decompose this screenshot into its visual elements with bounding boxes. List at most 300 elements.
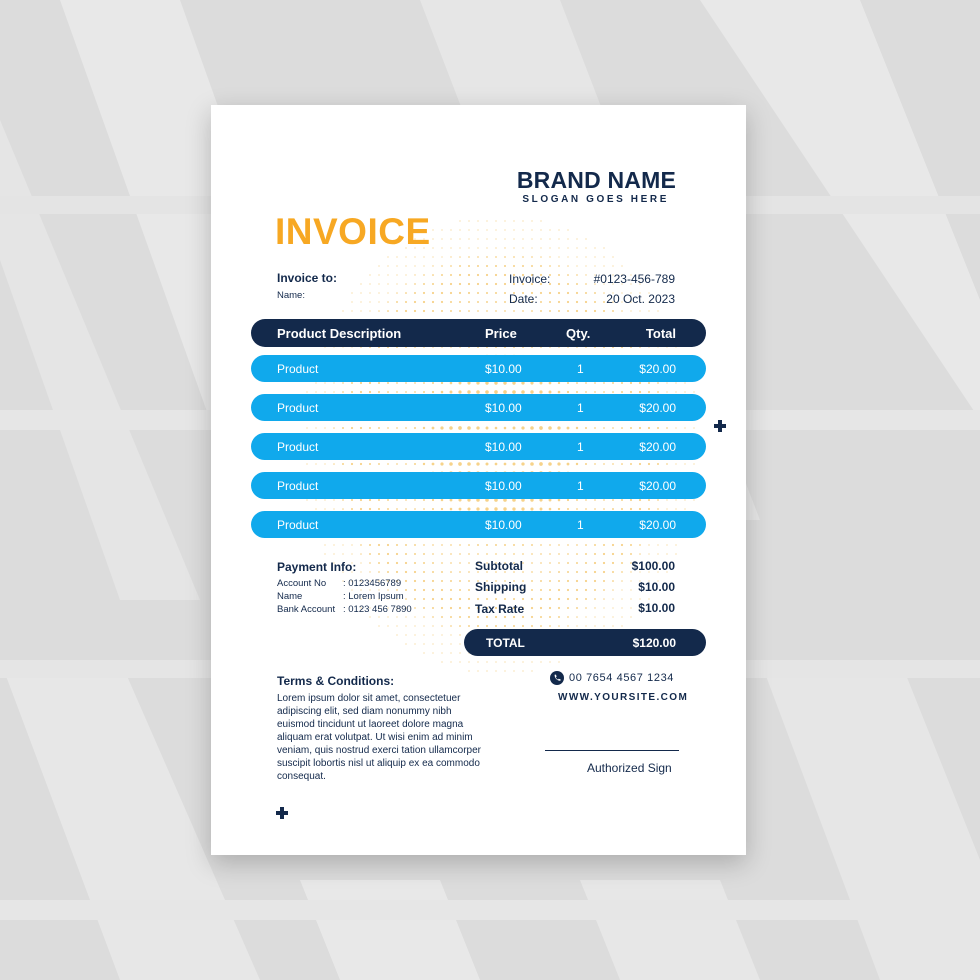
halftone-dot [530, 462, 534, 466]
name-label: Name: [277, 290, 305, 301]
halftone-dot [539, 462, 543, 466]
halftone-dot [522, 625, 524, 627]
halftone-dot [459, 589, 461, 591]
halftone-dot [612, 580, 614, 582]
halftone-dot [468, 670, 469, 671]
halftone-dot [423, 463, 425, 465]
halftone-dot [342, 427, 344, 429]
halftone-dot [459, 661, 460, 662]
halftone-dot [423, 310, 425, 312]
halftone-dot [432, 463, 435, 466]
halftone-dot [504, 256, 506, 258]
halftone-dot [666, 382, 667, 383]
row-price: $10.00 [485, 362, 522, 376]
halftone-dot [369, 463, 371, 465]
halftone-dot [693, 427, 694, 428]
tax-rate-value: $10.00 [638, 601, 675, 615]
halftone-dot [504, 292, 506, 294]
halftone-dot [405, 391, 407, 393]
halftone-dot [450, 643, 451, 644]
halftone-dot [657, 391, 659, 393]
halftone-dot [531, 310, 533, 312]
halftone-dot [441, 634, 442, 635]
halftone-dot [333, 427, 335, 429]
halftone-dot [450, 571, 452, 573]
halftone-dot [513, 229, 514, 230]
halftone-dot [639, 508, 641, 510]
halftone-dot [396, 562, 398, 564]
halftone-dot [459, 292, 461, 294]
halftone-dot [666, 499, 667, 500]
halftone-dot [378, 562, 380, 564]
halftone-dot [513, 625, 515, 627]
halftone-dot [522, 661, 523, 662]
signature-line [545, 750, 679, 751]
halftone-dot [495, 427, 498, 430]
halftone-dot [387, 310, 389, 312]
halftone-dot [405, 508, 407, 510]
halftone-dot [531, 598, 533, 600]
halftone-dot [477, 220, 478, 221]
halftone-dot [477, 301, 479, 303]
halftone-dot [369, 283, 370, 284]
halftone-dot [648, 499, 650, 501]
halftone-dot [423, 598, 425, 600]
halftone-dot [396, 256, 397, 257]
halftone-dot [486, 427, 489, 430]
halftone-dot [396, 553, 398, 555]
halftone-dot [396, 499, 398, 501]
halftone-dot [486, 265, 488, 267]
halftone-dot [522, 310, 524, 312]
halftone-dot [603, 427, 605, 429]
halftone-dot [360, 301, 361, 302]
halftone-dot [405, 256, 406, 257]
halftone-dot [567, 274, 569, 276]
halftone-dot [441, 310, 443, 312]
halftone-dot [459, 283, 461, 285]
halftone-dot [639, 310, 640, 311]
halftone-dot [540, 553, 542, 555]
halftone-dot [450, 652, 451, 653]
halftone-dot [504, 301, 506, 303]
halftone-dot [603, 544, 605, 546]
halftone-dot [468, 220, 469, 221]
halftone-dot [612, 571, 614, 573]
halftone-dot [585, 301, 587, 303]
halftone-dot [423, 607, 425, 609]
halftone-dot [540, 256, 542, 258]
halftone-dot [414, 616, 415, 617]
row-total: $20.00 [639, 362, 676, 376]
date-label: Date: [509, 292, 538, 306]
halftone-dot [495, 265, 497, 267]
date-value: 20 Oct. 2023 [606, 292, 675, 306]
halftone-dot [369, 274, 370, 275]
plus-icon [276, 807, 288, 819]
halftone-dot [531, 661, 532, 662]
halftone-dot [657, 508, 659, 510]
invoice-page [211, 105, 746, 855]
halftone-dot [603, 247, 604, 248]
halftone-dot [414, 499, 416, 501]
halftone-dot [558, 283, 560, 285]
halftone-dot [531, 589, 533, 591]
halftone-dot [387, 265, 388, 266]
halftone-dot [486, 292, 488, 294]
halftone-dot [468, 310, 470, 312]
halftone-dot [405, 571, 407, 573]
halftone-dot [351, 391, 353, 393]
halftone-dot [648, 391, 650, 393]
halftone-dot [594, 427, 596, 429]
halftone-dot [594, 544, 596, 546]
halftone-dot [558, 229, 559, 230]
row-qty: 1 [577, 440, 584, 454]
invoice-number-label: Invoice: [509, 272, 551, 286]
halftone-dot [603, 301, 605, 303]
halftone-dot [522, 220, 523, 221]
halftone-dot [477, 256, 479, 258]
halftone-dot [576, 571, 578, 573]
halftone-dot [549, 607, 551, 609]
halftone-dot [594, 553, 596, 555]
halftone-dot [333, 499, 334, 500]
halftone-dot [477, 310, 479, 312]
row-total: $20.00 [639, 518, 676, 532]
halftone-dot [450, 283, 452, 285]
halftone-dot [585, 427, 587, 429]
halftone-dot [540, 661, 541, 662]
halftone-dot [458, 462, 462, 466]
halftone-dot [648, 508, 650, 510]
halftone-dot [315, 391, 316, 392]
halftone-dot [450, 391, 453, 394]
halftone-dot [567, 427, 570, 430]
halftone-dot [468, 580, 470, 582]
halftone-dot [576, 616, 578, 618]
halftone-dot [504, 265, 506, 267]
halftone-dot [396, 571, 398, 573]
halftone-dot [414, 283, 416, 285]
halftone-dot [468, 265, 470, 267]
halftone-dot [441, 274, 443, 276]
halftone-dot [441, 238, 442, 239]
halftone-dot [621, 607, 622, 608]
halftone-dot [432, 292, 434, 294]
halftone-dot [612, 256, 613, 257]
halftone-dot [441, 580, 443, 582]
halftone-dot [549, 265, 551, 267]
halftone-dot [432, 508, 434, 510]
halftone-dot [387, 625, 388, 626]
halftone-dot [504, 553, 506, 555]
halftone-dot [531, 670, 532, 671]
halftone-dot [612, 499, 614, 501]
halftone-dot [467, 462, 471, 466]
halftone-dot [522, 544, 524, 546]
halftone-dot [468, 589, 470, 591]
halftone-dot [621, 499, 623, 501]
halftone-dot [351, 544, 352, 545]
halftone-dot [450, 265, 452, 267]
halftone-dot [450, 508, 453, 511]
halftone-dot [378, 625, 379, 626]
halftone-dot [477, 292, 479, 294]
halftone-dot [441, 607, 443, 609]
halftone-dot [396, 463, 398, 465]
halftone-dot [657, 310, 658, 311]
halftone-dot [476, 426, 479, 429]
halftone-dot [585, 247, 586, 248]
halftone-dot [513, 463, 516, 466]
halftone-dot [432, 283, 434, 285]
halftone-dot [369, 292, 370, 293]
halftone-dot [657, 463, 659, 465]
halftone-dot [557, 426, 560, 429]
subtotal-label: Subtotal [475, 559, 523, 573]
halftone-dot [603, 571, 605, 573]
halftone-dot [684, 508, 685, 509]
halftone-dot [432, 301, 434, 303]
halftone-dot [387, 256, 388, 257]
halftone-dot [369, 616, 370, 617]
halftone-dot [504, 616, 506, 618]
halftone-dot [468, 553, 470, 555]
halftone-dot [486, 220, 487, 221]
halftone-dot [333, 382, 334, 383]
halftone-dot [585, 571, 587, 573]
halftone-dot [513, 265, 515, 267]
halftone-dot [567, 589, 569, 591]
halftone-dot [432, 598, 434, 600]
halftone-dot [558, 499, 561, 502]
halftone-dot [675, 391, 676, 392]
halftone-dot [369, 427, 371, 429]
phone-icon [550, 671, 564, 685]
halftone-dot [513, 256, 515, 258]
halftone-dot [576, 382, 578, 384]
halftone-dot [405, 301, 407, 303]
halftone-dot [378, 571, 380, 573]
halftone-dot [333, 508, 334, 509]
halftone-dot [612, 544, 614, 546]
halftone-dot [567, 544, 569, 546]
halftone-dot [504, 625, 506, 627]
halftone-dot [405, 634, 406, 635]
halftone-dot [567, 598, 569, 600]
halftone-dot [585, 283, 587, 285]
halftone-dot [576, 292, 578, 294]
halftone-dot [594, 301, 596, 303]
halftone-dot [432, 652, 433, 653]
halftone-dot [675, 499, 676, 500]
halftone-dot [540, 292, 542, 294]
halftone-dot [459, 265, 461, 267]
row-description: Product [277, 362, 319, 376]
halftone-dot [423, 544, 425, 546]
row-total: $20.00 [639, 440, 676, 454]
halftone-dot [576, 553, 578, 555]
halftone-dot [450, 499, 453, 502]
halftone-dot [324, 391, 325, 392]
halftone-dot [594, 247, 595, 248]
halftone-dot [639, 553, 641, 555]
halftone-dot [432, 589, 434, 591]
halftone-dot [396, 265, 397, 266]
halftone-dot [504, 247, 505, 248]
row-qty: 1 [577, 479, 584, 493]
halftone-dot [594, 499, 596, 501]
halftone-dot [567, 580, 569, 582]
halftone-dot [387, 391, 389, 393]
table-row [251, 433, 706, 460]
header-price: Price [485, 326, 517, 341]
halftone-dot [612, 508, 614, 510]
halftone-dot [387, 292, 388, 293]
halftone-dot [450, 238, 451, 239]
halftone-dot [414, 571, 416, 573]
halftone-dot [324, 499, 325, 500]
halftone-dot [684, 382, 685, 383]
halftone-dot [405, 265, 406, 266]
halftone-dot [459, 634, 460, 635]
halftone-dot [441, 301, 443, 303]
halftone-dot [540, 598, 542, 600]
halftone-dot [414, 265, 415, 266]
halftone-dot [441, 589, 443, 591]
halftone-dot [423, 571, 425, 573]
halftone-dot [522, 247, 523, 248]
halftone-dot [675, 508, 676, 509]
halftone-dot [405, 580, 407, 582]
halftone-dot [441, 616, 443, 618]
halftone-dot [459, 616, 461, 618]
halftone-dot [594, 589, 596, 591]
halftone-dot [630, 607, 631, 608]
halftone-dot [594, 562, 596, 564]
halftone-dot [558, 391, 561, 394]
halftone-dot [477, 553, 479, 555]
brand-slogan: SLOGAN GOES HERE [522, 194, 669, 205]
halftone-dot [468, 274, 470, 276]
halftone-dot [621, 553, 623, 555]
halftone-dot [432, 274, 434, 276]
halftone-dot [684, 463, 685, 464]
halftone-dot [558, 238, 559, 239]
halftone-dot [576, 598, 578, 600]
halftone-dot [423, 625, 424, 626]
halftone-dot [342, 508, 344, 510]
halftone-dot [378, 508, 380, 510]
halftone-dot [594, 607, 595, 608]
halftone-dot [432, 562, 434, 564]
halftone-dot [333, 463, 335, 465]
halftone-dot [558, 301, 560, 303]
halftone-dot [351, 382, 353, 384]
halftone-dot [405, 283, 407, 285]
tax-rate-label: Tax Rate [475, 602, 525, 616]
halftone-dot [567, 256, 568, 257]
halftone-dot [387, 616, 388, 617]
halftone-dot [585, 589, 587, 591]
halftone-dot [603, 553, 605, 555]
halftone-dot [423, 499, 425, 501]
halftone-dot [441, 292, 443, 294]
row-price: $10.00 [485, 401, 522, 415]
halftone-dot [540, 247, 541, 248]
halftone-dot [450, 256, 451, 257]
halftone-dot [567, 382, 569, 384]
halftone-dot [369, 310, 370, 311]
halftone-dot [504, 544, 506, 546]
halftone-dot [495, 247, 496, 248]
halftone-dot [360, 562, 361, 563]
halftone-dot [549, 625, 551, 627]
halftone-dot [414, 301, 416, 303]
halftone-dot [630, 616, 631, 617]
halftone-dot [540, 220, 541, 221]
halftone-dot [378, 544, 380, 546]
halftone-dot [594, 625, 595, 626]
halftone-dot [459, 652, 460, 653]
halftone-dot [423, 652, 424, 653]
halftone-dot [594, 571, 596, 573]
halftone-dot [468, 598, 470, 600]
halftone-dot [369, 499, 371, 501]
halftone-dot [549, 661, 550, 662]
halftone-dot [396, 301, 398, 303]
halftone-dot [423, 427, 425, 429]
halftone-dot [360, 544, 362, 546]
halftone-dot [468, 607, 470, 609]
halftone-dot [657, 382, 659, 384]
halftone-dot [621, 544, 623, 546]
table-row [251, 394, 706, 421]
halftone-dot [459, 247, 460, 248]
halftone-dot [458, 426, 462, 430]
halftone-dot [549, 238, 550, 239]
invoice-title: INVOICE [275, 211, 431, 252]
halftone-dot [396, 310, 398, 312]
halftone-dot [477, 598, 479, 600]
halftone-dot [477, 616, 479, 618]
terms-title: Terms & Conditions: [277, 674, 395, 688]
halftone-dot [630, 508, 632, 510]
halftone-dot [585, 256, 586, 257]
halftone-dot [387, 301, 389, 303]
halftone-dot [684, 391, 685, 392]
halftone-dot [513, 544, 515, 546]
halftone-dot [639, 427, 641, 429]
table-row [251, 355, 706, 382]
halftone-dot [378, 553, 380, 555]
shipping-label: Shipping [475, 580, 527, 594]
halftone-dot [396, 625, 397, 626]
halftone-dot [414, 643, 415, 644]
halftone-dot [531, 571, 533, 573]
halftone-dot [396, 508, 398, 510]
halftone-dot [639, 598, 640, 599]
halftone-dot [540, 616, 542, 618]
halftone-dot [549, 571, 551, 573]
halftone-dot [459, 643, 460, 644]
halftone-dot [441, 643, 442, 644]
halftone-dot [585, 310, 587, 312]
halftone-dot [675, 427, 676, 428]
halftone-dot [567, 499, 569, 501]
halftone-dot [567, 607, 569, 609]
